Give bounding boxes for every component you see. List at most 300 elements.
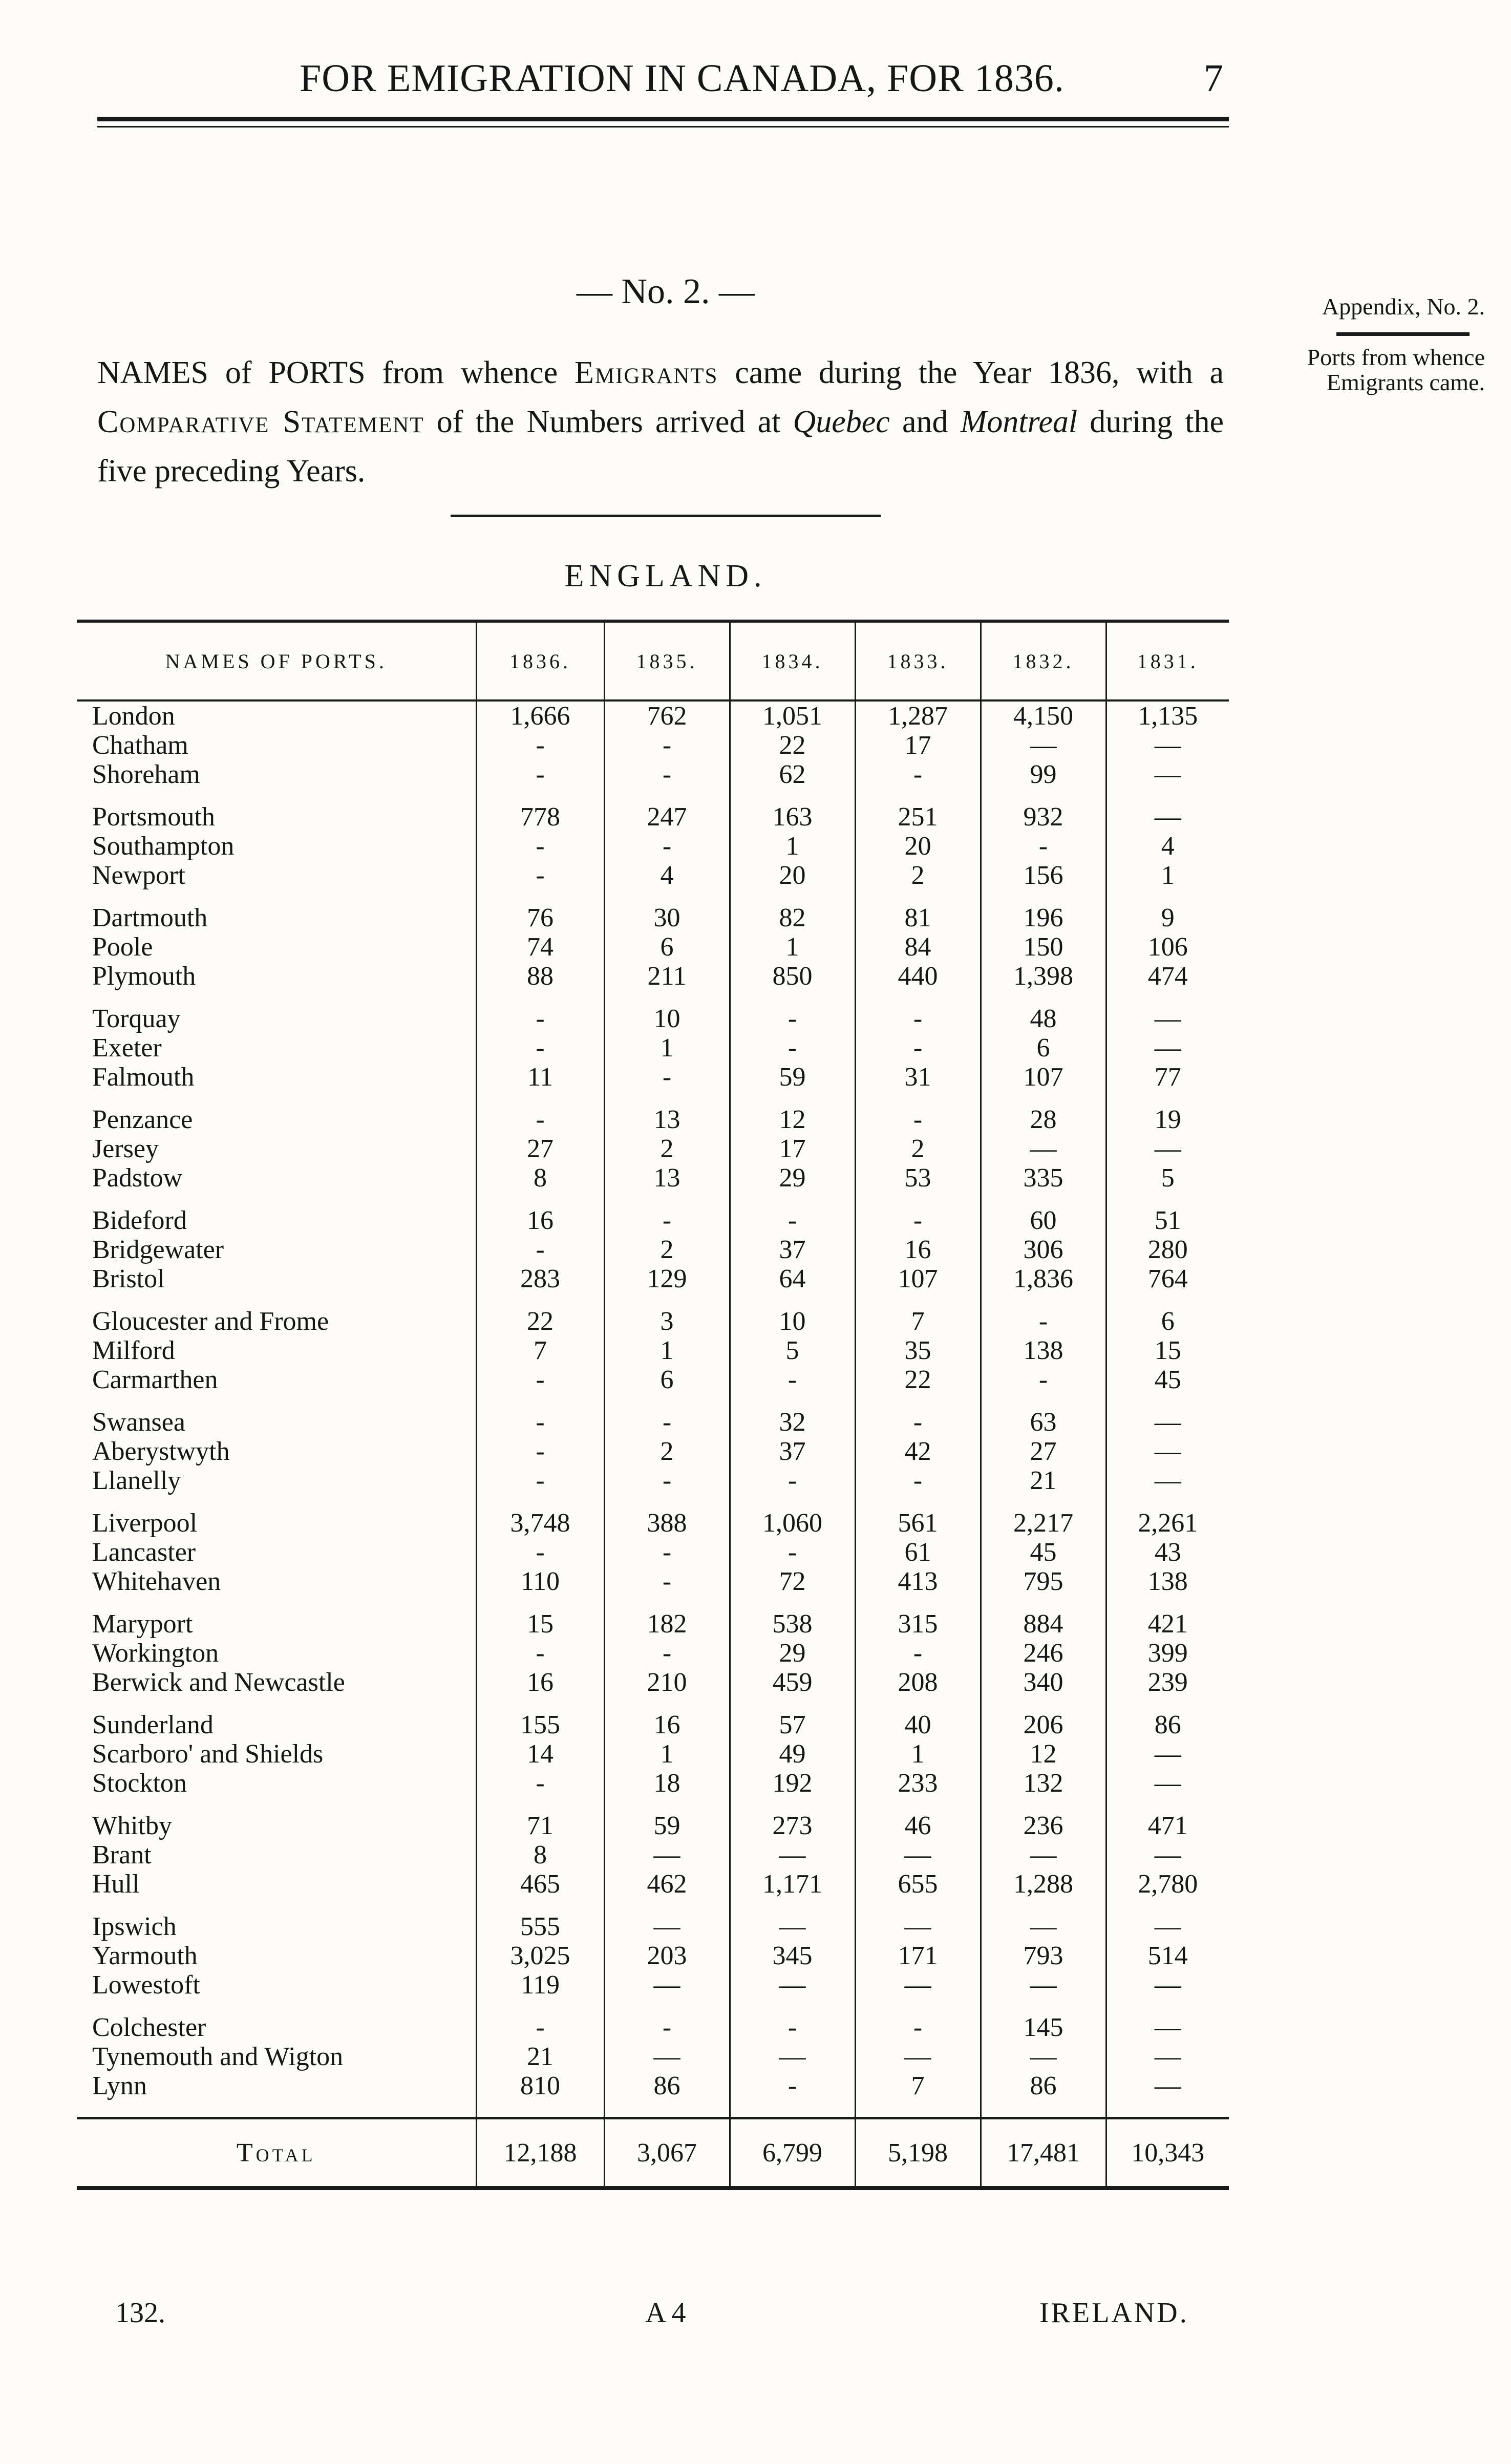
table-row xyxy=(77,861,1229,890)
count-cell: 778 xyxy=(476,789,604,832)
port-name: Hull xyxy=(92,1870,140,1899)
count-cell: - xyxy=(476,760,604,789)
port-name: London xyxy=(92,702,175,731)
count-cell: 57 xyxy=(730,1697,855,1739)
count-cell: 59 xyxy=(730,1063,855,1092)
table-row xyxy=(77,1941,1229,1970)
count-cell: — xyxy=(604,1970,730,2000)
count-cell: 15 xyxy=(476,1596,604,1639)
count-cell: 40 xyxy=(855,1697,981,1739)
port-name: Lynn xyxy=(92,2071,147,2100)
count-cell: 1,287 xyxy=(855,700,981,731)
count-cell: 335 xyxy=(981,1163,1106,1193)
port-name: Gloucester and Frome xyxy=(92,1307,329,1336)
port-name: Berwick and Newcastle xyxy=(92,1668,345,1697)
count-cell: - xyxy=(604,1538,730,1567)
count-cell: — xyxy=(1106,2042,1229,2071)
table-row xyxy=(77,1870,1229,1899)
count-cell: — xyxy=(1106,1466,1229,1495)
count-cell: — xyxy=(1106,1134,1229,1163)
count-cell: 37 xyxy=(730,1437,855,1466)
count-cell: 145 xyxy=(981,2000,1106,2042)
count-cell: 236 xyxy=(981,1798,1106,1840)
count-cell: - xyxy=(476,1538,604,1567)
count-cell: 22 xyxy=(476,1293,604,1336)
table-row xyxy=(77,1466,1229,1495)
col-header-year: 1833. xyxy=(855,621,981,700)
count-cell: 88 xyxy=(476,962,604,991)
count-cell: 171 xyxy=(855,1941,981,1970)
intro-comparative: Comparative Statement xyxy=(97,405,424,439)
count-cell: 21 xyxy=(981,1466,1106,1495)
count-cell: — xyxy=(1106,1769,1229,1798)
count-cell: — xyxy=(1106,1970,1229,2000)
count-cell: 7 xyxy=(476,1336,604,1365)
count-cell: — xyxy=(981,731,1106,760)
count-cell: 2 xyxy=(855,861,981,890)
count-cell: — xyxy=(730,1840,855,1870)
col-header-year: 1836. xyxy=(476,621,604,700)
count-cell: - xyxy=(476,1466,604,1495)
count-cell: 77 xyxy=(1106,1063,1229,1092)
count-cell: 7 xyxy=(855,2071,981,2100)
count-cell: 155 xyxy=(476,1697,604,1739)
count-cell: - xyxy=(476,1235,604,1264)
section-number: — No. 2. — xyxy=(576,272,755,311)
running-title: FOR EMIGRATION IN CANADA, FOR 1836. xyxy=(300,57,1065,100)
table-header-row xyxy=(77,621,1229,700)
count-cell: 16 xyxy=(604,1697,730,1739)
count-cell: 6 xyxy=(1106,1293,1229,1336)
count-cell: 764 xyxy=(1106,1264,1229,1293)
table-row xyxy=(77,962,1229,991)
count-cell: 150 xyxy=(981,932,1106,962)
count-cell: 246 xyxy=(981,1639,1106,1668)
count-cell: - xyxy=(604,1193,730,1235)
port-name: Liverpool xyxy=(92,1509,198,1538)
table-row xyxy=(77,890,1229,932)
count-cell: 196 xyxy=(981,890,1106,932)
port-name: Whitby xyxy=(92,1811,172,1840)
count-cell: — xyxy=(1106,789,1229,832)
count-cell: 12 xyxy=(981,1739,1106,1769)
count-cell: 9 xyxy=(1106,890,1229,932)
port-name: Llanelly xyxy=(92,1466,181,1495)
count-cell: 1,398 xyxy=(981,962,1106,991)
count-cell: - xyxy=(476,1639,604,1668)
count-cell: - xyxy=(604,2000,730,2042)
count-cell: 4 xyxy=(604,861,730,890)
intro-rule xyxy=(451,515,881,517)
intro-lead: NAMES of PORTS from whence xyxy=(97,355,575,390)
margin-rule xyxy=(1336,332,1470,336)
count-cell: - xyxy=(855,991,981,1033)
section-intro xyxy=(97,348,1224,496)
count-cell: — xyxy=(730,1970,855,2000)
count-cell: — xyxy=(855,1970,981,2000)
count-cell: — xyxy=(1106,1840,1229,1870)
count-cell: - xyxy=(730,2071,855,2100)
count-cell: 2 xyxy=(604,1134,730,1163)
count-cell: 932 xyxy=(981,789,1106,832)
count-cell: - xyxy=(476,832,604,861)
count-cell: - xyxy=(981,832,1106,861)
count-cell: - xyxy=(981,1293,1106,1336)
count-cell: 27 xyxy=(981,1437,1106,1466)
count-cell: — xyxy=(855,1899,981,1941)
count-cell: 19 xyxy=(1106,1092,1229,1134)
count-cell: - xyxy=(476,1033,604,1063)
head-rule xyxy=(97,117,1229,121)
count-cell: - xyxy=(855,1466,981,1495)
count-cell: 76 xyxy=(476,890,604,932)
table-row xyxy=(77,1336,1229,1365)
count-cell: — xyxy=(1106,1394,1229,1437)
table-spacer-row xyxy=(77,2100,1229,2118)
port-name: Newport xyxy=(92,861,185,890)
table-row xyxy=(77,1697,1229,1739)
port-name: Tynemouth and Wigton xyxy=(92,2042,344,2071)
count-cell: 30 xyxy=(604,890,730,932)
count-cell: 1,836 xyxy=(981,1264,1106,1293)
count-cell: — xyxy=(981,1840,1106,1870)
count-cell: - xyxy=(476,1365,604,1394)
count-cell: 247 xyxy=(604,789,730,832)
count-cell: 35 xyxy=(855,1336,981,1365)
count-cell: 1 xyxy=(604,1033,730,1063)
count-cell: 210 xyxy=(604,1668,730,1697)
count-cell: - xyxy=(855,1639,981,1668)
count-cell: - xyxy=(855,2000,981,2042)
count-cell: — xyxy=(855,1840,981,1870)
count-cell: 156 xyxy=(981,861,1106,890)
count-cell: — xyxy=(981,1899,1106,1941)
count-cell: 2 xyxy=(604,1437,730,1466)
count-cell: 399 xyxy=(1106,1639,1229,1668)
count-cell: 10 xyxy=(730,1293,855,1336)
table-row xyxy=(77,760,1229,789)
count-cell: - xyxy=(730,2000,855,2042)
count-cell: 6 xyxy=(604,1365,730,1394)
port-name: Shoreham xyxy=(92,760,200,789)
count-cell: — xyxy=(855,2042,981,2071)
count-cell: 3,748 xyxy=(476,1495,604,1538)
table-row xyxy=(77,789,1229,832)
count-cell: 163 xyxy=(730,789,855,832)
count-cell: 29 xyxy=(730,1639,855,1668)
port-name: Penzance xyxy=(92,1105,193,1134)
count-cell: 119 xyxy=(476,1970,604,2000)
count-cell: 13 xyxy=(604,1163,730,1193)
spacer-cell xyxy=(476,2100,604,2118)
count-cell: - xyxy=(855,1394,981,1437)
count-cell: 2,780 xyxy=(1106,1870,1229,1899)
port-name: Torquay xyxy=(92,1004,181,1033)
count-cell: 16 xyxy=(476,1668,604,1697)
port-name: Lancaster xyxy=(92,1538,196,1567)
table-row xyxy=(77,2000,1229,2042)
count-cell: 132 xyxy=(981,1769,1106,1798)
port-name: Whitehaven xyxy=(92,1567,221,1596)
count-cell: 138 xyxy=(981,1336,1106,1365)
count-cell: 810 xyxy=(476,2071,604,2100)
count-cell: 421 xyxy=(1106,1596,1229,1639)
intro-emigrants: Emigrants xyxy=(574,355,718,390)
table-row xyxy=(77,2042,1229,2071)
count-cell: — xyxy=(604,1840,730,1870)
count-cell: 762 xyxy=(604,700,730,731)
count-cell: 474 xyxy=(1106,962,1229,991)
port-name: Bideford xyxy=(92,1206,187,1235)
count-cell: — xyxy=(1106,1899,1229,1941)
count-cell: 72 xyxy=(730,1567,855,1596)
count-cell: 2,261 xyxy=(1106,1495,1229,1538)
count-cell: 138 xyxy=(1106,1567,1229,1596)
port-name: Stockton xyxy=(92,1769,187,1798)
col-header-year: 1831. xyxy=(1106,621,1229,700)
count-cell: — xyxy=(981,1134,1106,1163)
port-name: Workington xyxy=(92,1639,219,1668)
table-row xyxy=(77,1840,1229,1870)
count-cell: 10 xyxy=(604,991,730,1033)
count-cell: - xyxy=(476,991,604,1033)
table-row xyxy=(77,832,1229,861)
count-cell: - xyxy=(730,991,855,1033)
count-cell: 3 xyxy=(604,1293,730,1336)
count-cell: 2 xyxy=(855,1134,981,1163)
table-row xyxy=(77,731,1229,760)
count-cell: 208 xyxy=(855,1668,981,1697)
table-row xyxy=(77,932,1229,962)
port-name: Milford xyxy=(92,1336,175,1365)
count-cell: — xyxy=(1106,1033,1229,1063)
table-row xyxy=(77,1798,1229,1840)
table-row xyxy=(77,1293,1229,1336)
count-cell: 42 xyxy=(855,1437,981,1466)
count-cell: 84 xyxy=(855,932,981,962)
count-cell: 8 xyxy=(476,1163,604,1193)
count-cell: 2,217 xyxy=(981,1495,1106,1538)
intro-quebec: Quebec xyxy=(793,405,890,439)
count-cell: - xyxy=(604,1063,730,1092)
count-cell: 28 xyxy=(981,1092,1106,1134)
intro-tail: during the five preceding Years. xyxy=(97,405,1224,488)
count-cell: - xyxy=(730,1033,855,1063)
count-cell: - xyxy=(604,1639,730,1668)
table-row xyxy=(77,1769,1229,1798)
table-row xyxy=(77,1193,1229,1235)
count-cell: 1,666 xyxy=(476,700,604,731)
count-cell: 53 xyxy=(855,1163,981,1193)
total-cell: 5,198 xyxy=(855,2118,981,2189)
count-cell: 107 xyxy=(981,1063,1106,1092)
count-cell: — xyxy=(1106,991,1229,1033)
count-cell: 7 xyxy=(855,1293,981,1336)
port-name: Poole xyxy=(92,932,153,962)
count-cell: 15 xyxy=(1106,1336,1229,1365)
count-cell: — xyxy=(730,2042,855,2071)
port-name: Colchester xyxy=(92,2013,206,2042)
count-cell: 31 xyxy=(855,1063,981,1092)
count-cell: 107 xyxy=(855,1264,981,1293)
count-cell: 106 xyxy=(1106,932,1229,962)
table-row xyxy=(77,991,1229,1033)
count-cell: 29 xyxy=(730,1163,855,1193)
count-cell: 850 xyxy=(730,962,855,991)
count-cell: 4 xyxy=(1106,832,1229,861)
table-row xyxy=(77,1092,1229,1134)
count-cell: 46 xyxy=(855,1798,981,1840)
count-cell: 17 xyxy=(730,1134,855,1163)
count-cell: - xyxy=(855,1193,981,1235)
port-name: Jersey xyxy=(92,1134,159,1163)
count-cell: 459 xyxy=(730,1668,855,1697)
count-cell: 315 xyxy=(855,1596,981,1639)
count-cell: - xyxy=(604,1567,730,1596)
col-header-year: 1832. xyxy=(981,621,1106,700)
spacer-cell xyxy=(604,2100,730,2118)
count-cell: - xyxy=(476,1092,604,1134)
count-cell: 20 xyxy=(730,861,855,890)
count-cell: 1,288 xyxy=(981,1870,1106,1899)
count-cell: 86 xyxy=(981,2071,1106,2100)
count-cell: 99 xyxy=(981,760,1106,789)
count-cell: 4,150 xyxy=(981,700,1106,731)
table-row xyxy=(77,1668,1229,1697)
count-cell: 1 xyxy=(730,932,855,962)
count-cell: - xyxy=(730,1365,855,1394)
count-cell: 2 xyxy=(604,1235,730,1264)
total-cell: 12,188 xyxy=(476,2118,604,2189)
count-cell: 793 xyxy=(981,1941,1106,1970)
port-name: Carmarthen xyxy=(92,1365,218,1394)
count-cell: 14 xyxy=(476,1739,604,1769)
port-name: Ipswich xyxy=(92,1912,177,1941)
count-cell: — xyxy=(730,1899,855,1941)
count-cell: 62 xyxy=(730,760,855,789)
count-cell: - xyxy=(476,1769,604,1798)
count-cell: 43 xyxy=(1106,1538,1229,1567)
count-cell: 129 xyxy=(604,1264,730,1293)
count-cell: 5 xyxy=(1106,1163,1229,1193)
count-cell: 555 xyxy=(476,1899,604,1941)
table-row xyxy=(77,1134,1229,1163)
count-cell: 8 xyxy=(476,1840,604,1870)
port-name: Scarboro' and Shields xyxy=(92,1739,324,1769)
table-row xyxy=(77,1033,1229,1063)
count-cell: 413 xyxy=(855,1567,981,1596)
count-cell: 1 xyxy=(1106,861,1229,890)
spacer-cell xyxy=(1106,2100,1229,2118)
count-cell: 5 xyxy=(730,1336,855,1365)
count-cell: 280 xyxy=(1106,1235,1229,1264)
count-cell: - xyxy=(476,1437,604,1466)
count-cell: — xyxy=(1106,1739,1229,1769)
margin-note xyxy=(1229,294,1485,395)
count-cell: 16 xyxy=(855,1235,981,1264)
count-cell: 1,171 xyxy=(730,1870,855,1899)
count-cell: - xyxy=(855,1033,981,1063)
intro-montreal: Montreal xyxy=(960,405,1078,439)
port-name: Aberystwyth xyxy=(92,1437,230,1466)
footer-signature: A 4 xyxy=(645,2297,686,2329)
intro-mid2: of the Numbers arrived at xyxy=(424,405,793,439)
count-cell: 21 xyxy=(476,2042,604,2071)
port-name: Sunderland xyxy=(92,1710,214,1739)
count-cell: 655 xyxy=(855,1870,981,1899)
count-cell: 192 xyxy=(730,1769,855,1798)
count-cell: 1,135 xyxy=(1106,700,1229,731)
page-number: 7 xyxy=(1204,57,1224,100)
port-name: Plymouth xyxy=(92,962,196,991)
count-cell: 3,025 xyxy=(476,1941,604,1970)
table-row xyxy=(77,1063,1229,1092)
table-row xyxy=(77,1235,1229,1264)
count-cell: 251 xyxy=(855,789,981,832)
table-row xyxy=(77,1639,1229,1668)
count-cell: 283 xyxy=(476,1264,604,1293)
count-cell: - xyxy=(476,2000,604,2042)
count-cell: 64 xyxy=(730,1264,855,1293)
total-row xyxy=(77,2118,1229,2189)
port-name: Falmouth xyxy=(92,1063,195,1092)
count-cell: 795 xyxy=(981,1567,1106,1596)
count-cell: - xyxy=(730,1466,855,1495)
count-cell: 60 xyxy=(981,1193,1106,1235)
count-cell: 1,051 xyxy=(730,700,855,731)
count-cell: 74 xyxy=(476,932,604,962)
count-cell: 81 xyxy=(855,890,981,932)
count-cell: 110 xyxy=(476,1567,604,1596)
count-cell: 465 xyxy=(476,1870,604,1899)
footer-catchword: IRELAND. xyxy=(1039,2297,1189,2329)
margin-caption: Ports from whence Emigrants came. xyxy=(1307,344,1485,395)
col-header-year: 1835. xyxy=(604,621,730,700)
port-name: Bridgewater xyxy=(92,1235,224,1264)
port-name: Brant xyxy=(92,1840,152,1870)
total-cell: 3,067 xyxy=(604,2118,730,2189)
count-cell: 1 xyxy=(604,1336,730,1365)
count-cell: 1,060 xyxy=(730,1495,855,1538)
count-cell: - xyxy=(476,731,604,760)
appendix-label: Appendix, No. 2. xyxy=(1322,293,1485,320)
count-cell: 20 xyxy=(855,832,981,861)
count-cell: 345 xyxy=(730,1941,855,1970)
port-name: Dartmouth xyxy=(92,903,208,932)
count-cell: 884 xyxy=(981,1596,1106,1639)
count-cell: 13 xyxy=(604,1092,730,1134)
table-row xyxy=(77,700,1229,731)
table-row xyxy=(77,1394,1229,1437)
count-cell: 82 xyxy=(730,890,855,932)
count-cell: 6 xyxy=(981,1033,1106,1063)
count-cell: 59 xyxy=(604,1798,730,1840)
count-cell: 514 xyxy=(1106,1941,1229,1970)
table-row xyxy=(77,1437,1229,1466)
count-cell: 12 xyxy=(730,1092,855,1134)
ports-table-body xyxy=(77,700,1229,2118)
intro-and: and xyxy=(889,405,961,439)
count-cell: 471 xyxy=(1106,1798,1229,1840)
count-cell: - xyxy=(981,1365,1106,1394)
port-name: Maryport xyxy=(92,1609,193,1639)
count-cell: — xyxy=(604,1899,730,1941)
count-cell: 17 xyxy=(855,731,981,760)
spacer-cell xyxy=(855,2100,981,2118)
count-cell: 16 xyxy=(476,1193,604,1235)
count-cell: 182 xyxy=(604,1596,730,1639)
country-heading: ENGLAND. xyxy=(564,559,767,593)
